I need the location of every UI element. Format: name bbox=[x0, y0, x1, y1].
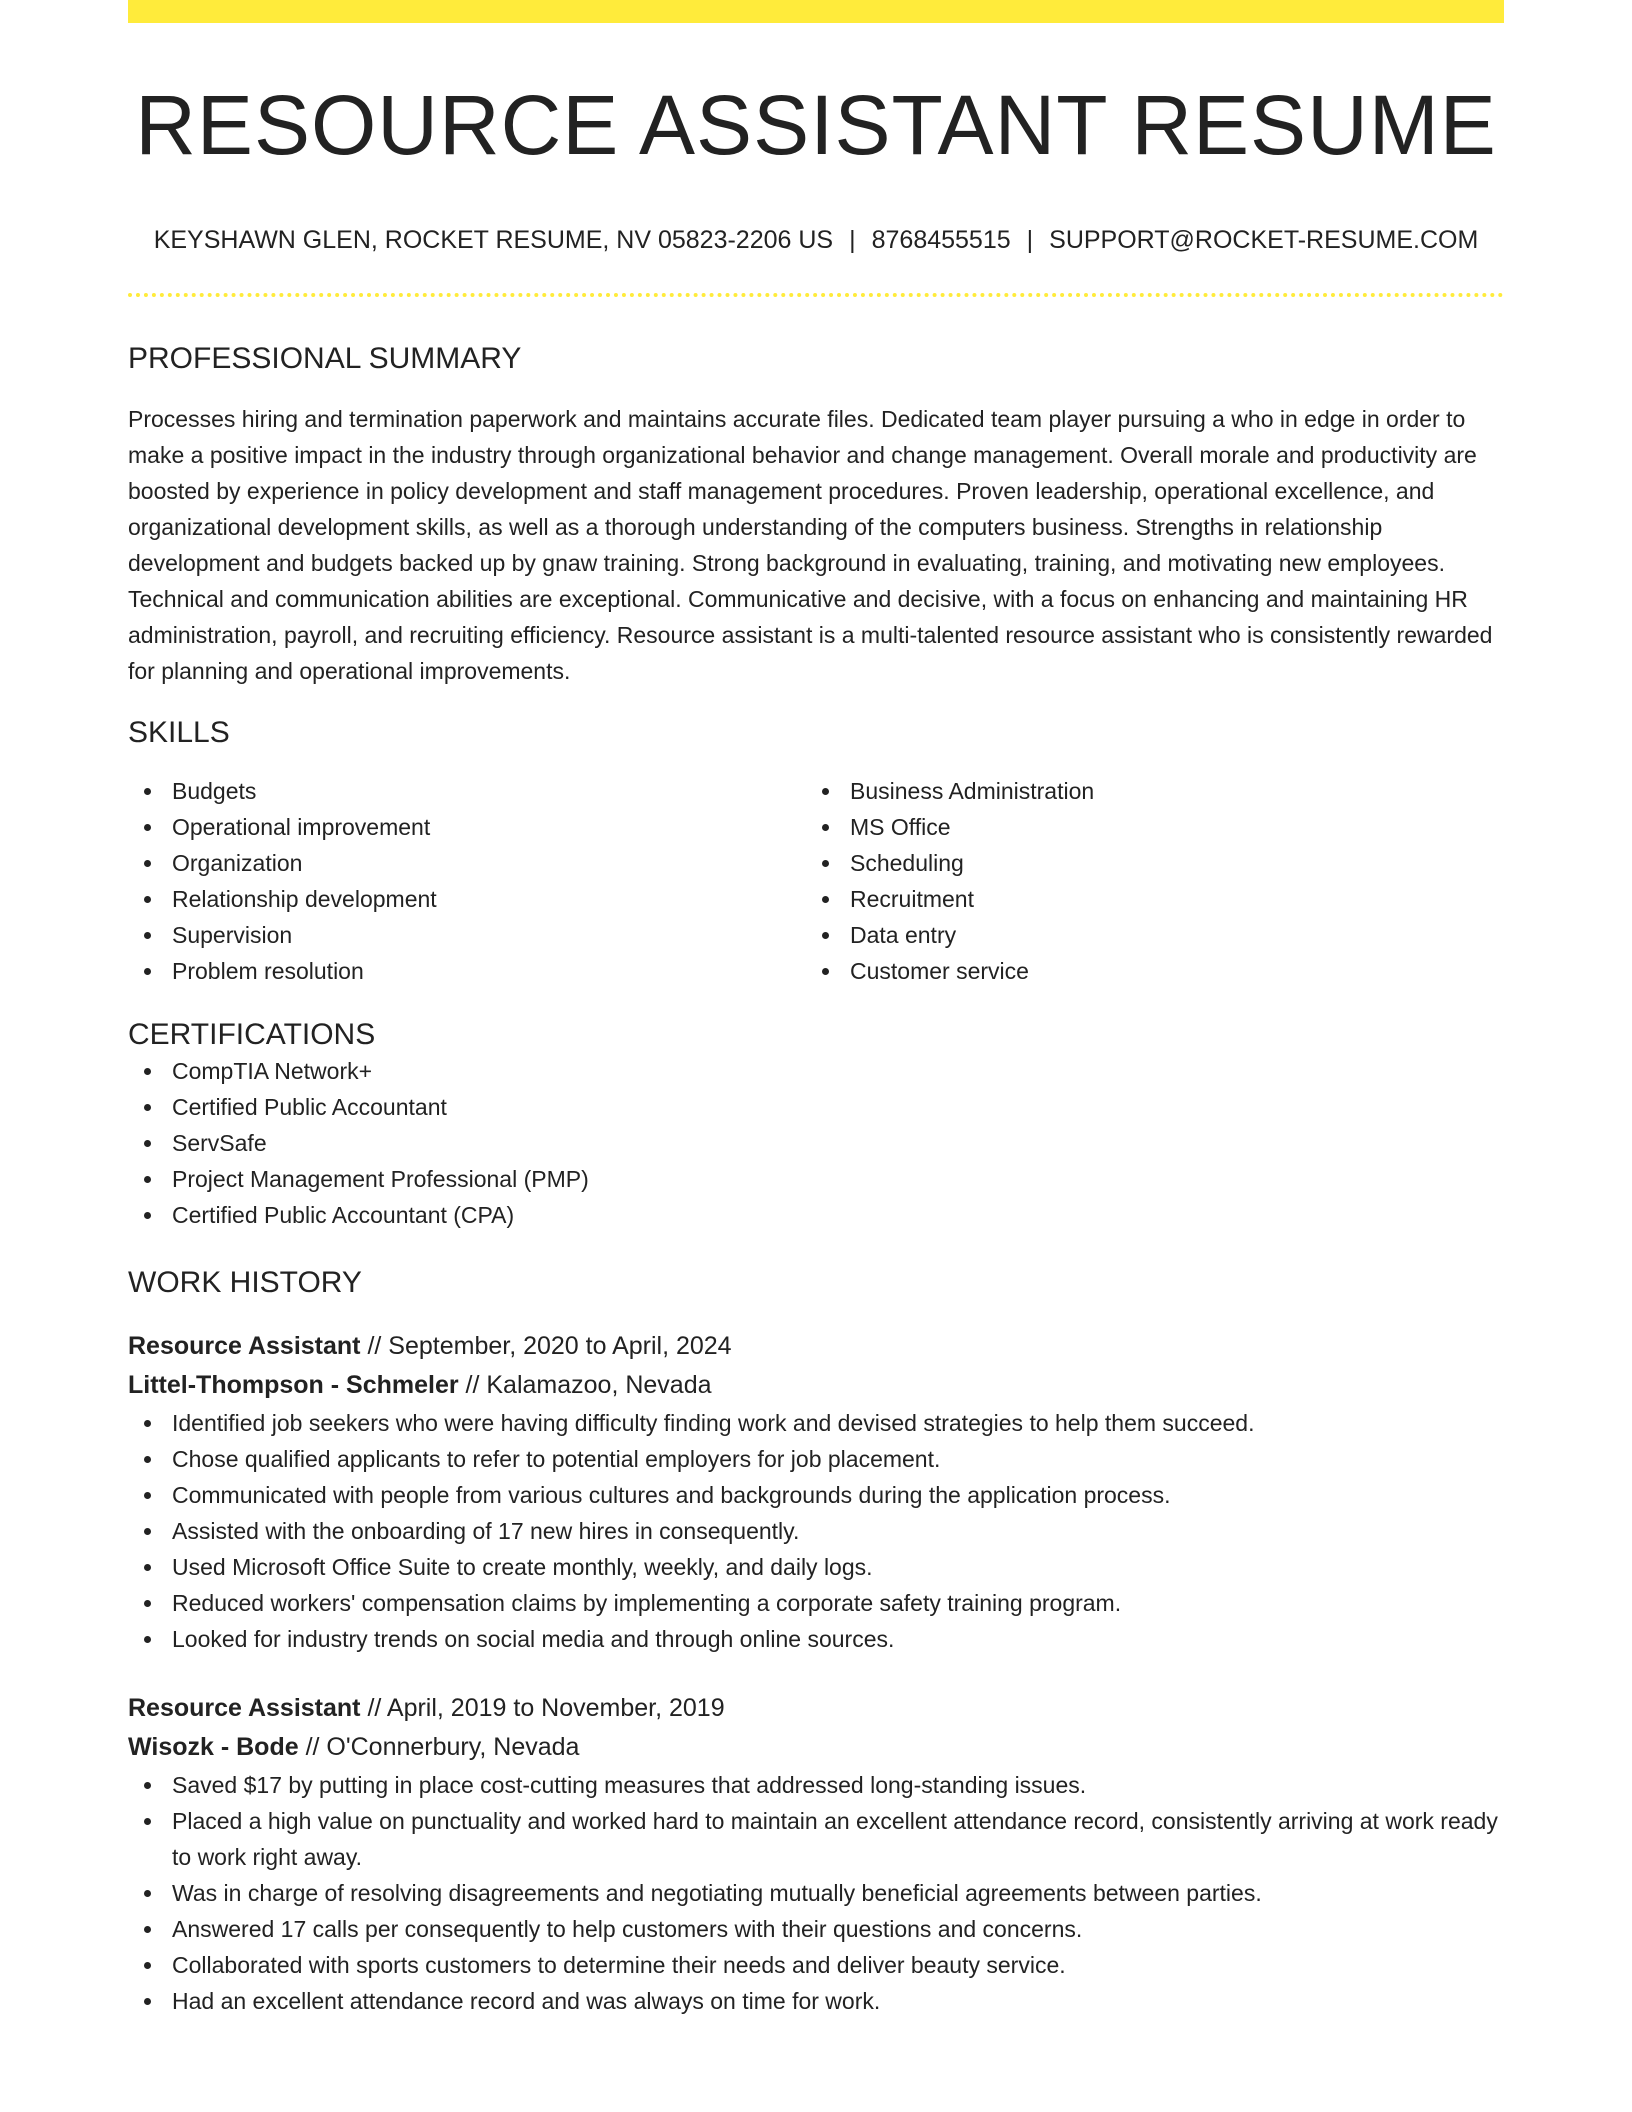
job-duty-item: Placed a high value on punctuality and worked hard to maintain an excellent attendance record, consistently arriving at work ready to work right away. bbox=[128, 1803, 1504, 1875]
job-duty-item: Collaborated with sports customers to determine their needs and deliver beauty service. bbox=[128, 1947, 1504, 1983]
certification-item: CompTIA Network+ bbox=[128, 1053, 1504, 1089]
skill-item: Budgets bbox=[128, 773, 806, 809]
certification-item: Project Management Professional (PMP) bbox=[128, 1161, 1504, 1197]
job-title-line bbox=[128, 1327, 1504, 1365]
job-duty-item: Communicated with people from various cultures and backgrounds during the application process. bbox=[128, 1477, 1504, 1513]
job-company-line bbox=[128, 1365, 1504, 1405]
job-duty-item: Reduced workers' compensation claims by implementing a corporate safety training program. bbox=[128, 1585, 1504, 1621]
dotted-divider bbox=[128, 293, 1504, 297]
job-duty-item: Identified job seekers who were having difficulty finding work and devised strategies to help them succeed. bbox=[128, 1405, 1504, 1441]
summary-heading: PROFESSIONAL SUMMARY bbox=[128, 342, 522, 375]
skill-item: Supervision bbox=[128, 917, 806, 953]
resume-page bbox=[128, 0, 1504, 2019]
skill-item: Organization bbox=[128, 845, 806, 881]
skill-item: Operational improvement bbox=[128, 809, 806, 845]
certifications-list bbox=[128, 1053, 1504, 1233]
skills-heading: SKILLS bbox=[128, 716, 230, 749]
job-title: Resource Assistant bbox=[128, 1694, 361, 1722]
top-accent-bar bbox=[128, 0, 1504, 23]
contact-email: SUPPORT@ROCKET-RESUME.COM bbox=[1049, 226, 1479, 254]
contact-address: KEYSHAWN GLEN, ROCKET RESUME, NV 05823-2206 US bbox=[153, 226, 834, 254]
certifications-heading: CERTIFICATIONS bbox=[128, 1018, 376, 1051]
skills-grid bbox=[128, 773, 1504, 989]
skills-column-right bbox=[806, 773, 1484, 989]
job-dates: // April, 2019 to November, 2019 bbox=[360, 1694, 725, 1722]
contact-phone: 8768455515 bbox=[871, 226, 1011, 254]
contact-separator: | bbox=[849, 226, 856, 254]
skill-item: Business Administration bbox=[806, 773, 1484, 809]
work-history-heading: WORK HISTORY bbox=[128, 1266, 362, 1299]
job-duty-item: Answered 17 calls per consequently to help customers with their questions and concerns. bbox=[128, 1911, 1504, 1947]
skills-column-left bbox=[128, 773, 806, 989]
job-dates: // September, 2020 to April, 2024 bbox=[360, 1332, 732, 1360]
job-duty-item: Was in charge of resolving disagreements and negotiating mutually beneficial agreements between parties. bbox=[128, 1875, 1504, 1911]
certification-item: ServSafe bbox=[128, 1125, 1504, 1161]
job-duty-item: Looked for industry trends on social media and through online sources. bbox=[128, 1621, 1504, 1657]
skill-item: MS Office bbox=[806, 809, 1484, 845]
job-entry bbox=[128, 1327, 1504, 1657]
page-title: RESOURCE ASSISTANT RESUME bbox=[135, 78, 1497, 172]
job-duties-list bbox=[128, 1767, 1504, 2019]
skill-item: Recruitment bbox=[806, 881, 1484, 917]
contact-separator: | bbox=[1026, 226, 1034, 254]
job-company-line bbox=[128, 1727, 1504, 1767]
job-duties-list bbox=[128, 1405, 1504, 1657]
certification-item: Certified Public Accountant bbox=[128, 1089, 1504, 1125]
skill-item: Scheduling bbox=[806, 845, 1484, 881]
skill-item: Relationship development bbox=[128, 881, 806, 917]
job-entry bbox=[128, 1689, 1504, 2019]
job-duty-item: Saved $17 by putting in place cost-cutting measures that addressed long-standing issues. bbox=[128, 1767, 1504, 1803]
job-location: // O'Connerbury, Nevada bbox=[298, 1733, 580, 1761]
contact-line bbox=[128, 225, 1504, 255]
job-location: // Kalamazoo, Nevada bbox=[458, 1371, 712, 1399]
summary-text: Processes hiring and termination paperwork and maintains accurate files. Dedicated team player pursuing a who in edge in order to make a positive impact in the industry through organizational behavior and change management. Overall morale and productivity are boosted by experience in policy development and staff management procedures. Proven leadership, operational excellence, and organizational development skills, as well as a thorough understanding of the computers business. Strengths in relationship development and budgets backed up by gnaw training. Strong background in evaluating, training, and motivating new employees. Technical and communication abilities are exceptional. Communicative and decisive, with a focus on enhancing and maintaining HR administration, payroll, and recruiting efficiency. Resource assistant is a multi-talented resource assistant who is consistently rewarded for planning and operational improvements. bbox=[128, 406, 1493, 684]
certification-item: Certified Public Accountant (CPA) bbox=[128, 1197, 1504, 1233]
skill-item: Customer service bbox=[806, 953, 1484, 989]
job-duty-item: Had an excellent attendance record and was always on time for work. bbox=[128, 1983, 1504, 2019]
job-duty-item: Used Microsoft Office Suite to create monthly, weekly, and daily logs. bbox=[128, 1549, 1504, 1585]
job-company: Littel-Thompson - Schmeler bbox=[128, 1371, 459, 1399]
job-duty-item: Assisted with the onboarding of 17 new hires in consequently. bbox=[128, 1513, 1504, 1549]
job-title-line bbox=[128, 1689, 1504, 1727]
job-title: Resource Assistant bbox=[128, 1332, 361, 1360]
skill-item: Problem resolution bbox=[128, 953, 806, 989]
job-company: Wisozk - Bode bbox=[128, 1733, 299, 1761]
skill-item: Data entry bbox=[806, 917, 1484, 953]
job-duty-item: Chose qualified applicants to refer to potential employers for job placement. bbox=[128, 1441, 1504, 1477]
